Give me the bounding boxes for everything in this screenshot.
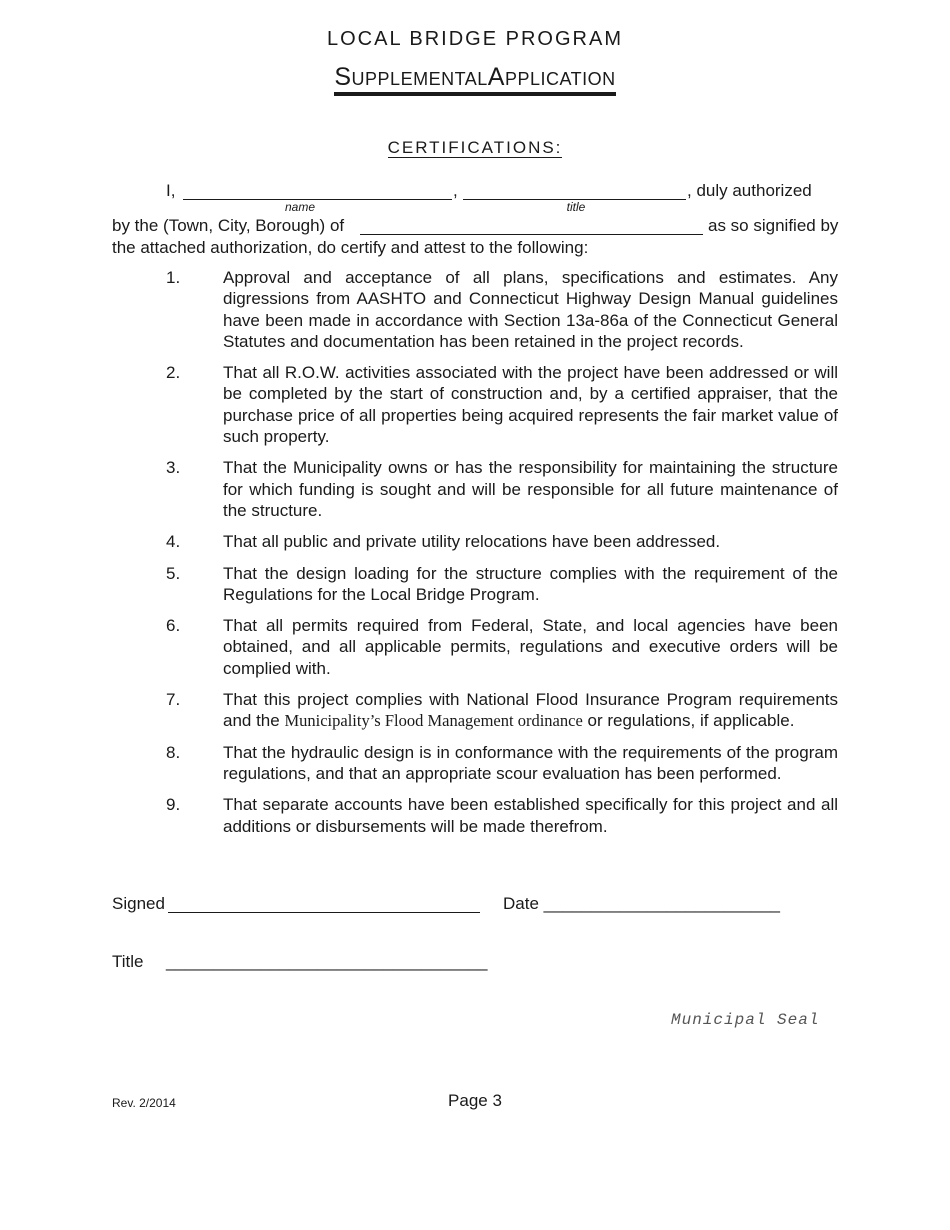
- name-label: name: [284, 200, 316, 214]
- title-part-2: pplication: [505, 62, 616, 94]
- date-field[interactable]: Date _________________________: [503, 894, 780, 913]
- title-part-1: upplemental: [352, 62, 488, 94]
- list-item: 2. That all R.O.W. activities associated with the project have been addressed or will be completed by the start of construction and, by a certified appraiser, that the purchase price of all properties being acquired represents the fair market value of such property.: [166, 363, 838, 447]
- program-title: LOCAL BRIDGE PROGRAM: [327, 28, 623, 50]
- intro-municipality-type: by the (Town, City, Borough) of: [112, 216, 345, 235]
- intro-i: I,: [166, 181, 176, 200]
- intro-attached-authorization: the attached authorization, do certify and attest to the following:: [112, 238, 589, 257]
- list-item: 5. That the design loading for the structure complies with the requirement of the Regulations for the Local Bridge Program.: [166, 563, 838, 604]
- certification-list: [166, 267, 838, 847]
- municipal-seal-placeholder: Municipal Seal: [671, 1011, 820, 1029]
- title-sign-label: Title: [112, 952, 144, 971]
- intro-duly-authorized: , duly authorized: [687, 181, 812, 200]
- page-title: [0, 62, 950, 96]
- intro-comma: ,: [453, 181, 458, 200]
- municipality-field[interactable]: [360, 234, 703, 235]
- list-item: 6. That all permits required from Federal, State, and local agencies have been obtained, and all applicable permits, regulations and executive orders will be complied with.: [166, 616, 838, 678]
- page-number: Page 3: [448, 1091, 502, 1110]
- title-label: title: [566, 200, 586, 214]
- title-cap-s: S: [334, 62, 351, 94]
- revision-label: Rev. 2/2014: [112, 1096, 176, 1110]
- signature-field[interactable]: [168, 912, 480, 913]
- list-item: 1. Approval and acceptance of all plans, specifications and estimates. Any digressions from AASHTO and Connecticut Highway Design Manual guidelines have been made in accordance with Section 13a-86a of the Connecticut General Statutes and documentation has been retained in the project records.: [166, 268, 838, 351]
- list-item: 9. That separate accounts have been established specifically for this project and all additions or disbursements will be made therefrom.: [166, 795, 838, 836]
- list-item: 7. That this project complies with National Flood Insurance Program requirements and the Municipality’s Flood Management ordinance or regulations, if applicable.: [166, 690, 838, 731]
- intro-as-signified: as so signified by: [708, 216, 839, 235]
- signed-label: Signed: [112, 894, 165, 913]
- title-cap-a: A: [488, 62, 505, 94]
- list-item: 8. That the hydraulic design is in conformance with the requirements of the program regulations, and that an appropriate scour evaluation has been performed.: [166, 742, 838, 783]
- signer-title-field[interactable]: __________________________________: [166, 952, 488, 971]
- certifications-heading: CERTIFICATIONS:: [387, 138, 563, 157]
- list-item: 4. That all public and private utility relocations have been addressed.: [166, 532, 721, 552]
- list-item: 3. That the Municipality owns or has the responsibility for maintaining the structure for which funding is sought and will be responsible for all future maintenance of the structure.: [166, 458, 838, 520]
